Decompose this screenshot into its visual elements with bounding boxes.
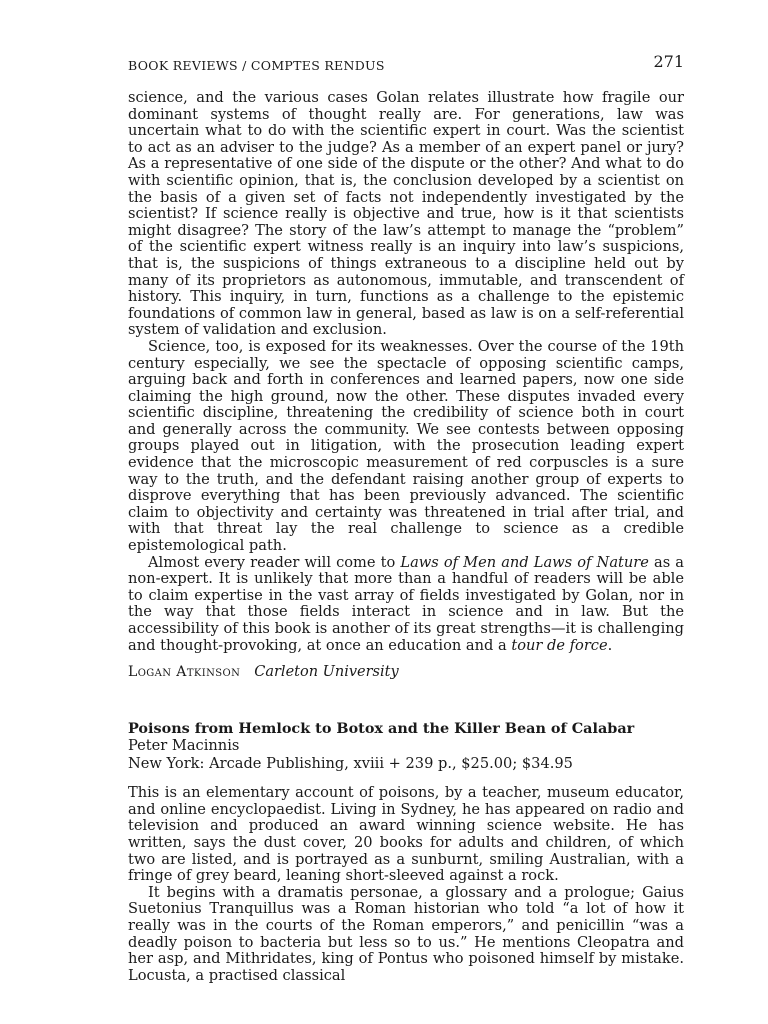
review-macinnis [128,785,684,984]
paragraph-text: . [607,636,613,654]
book-author: Peter Macinnis [128,737,240,755]
running-head [128,52,684,78]
review-paragraph [128,555,684,655]
journal-section-title: BOOK REVIEWS / COMPTES RENDUS [128,58,385,73]
review-paragraph: science, and the various cases Golan relates illustrate how fragile our dominant systems of thought really are. For generations, law was uncertain what to do with the scientific expert in court. Was the scientist to act as an adviser to the judge? As a member of an expert panel or jury? As a representative of one side of the dispute or the other? And what to do with scientific opinion, that is, the conclusion developed by a scientist on the basis of a given set of facts not independently investigated by the scientist? If science really is objective and true, how is it that scientists might disagree? The story of the law’s attempt to manage the “problem” of the scientific expert witness really is an inquiry into law’s suspicions, that is, the suspicions of things extraneous to a discipline held out by many of its proprietors as autonomous, immutable, and transcendent of history. This inquiry, in turn, functions as a challenge to the epistemic foundations of common law in general, based as law is on a self-referential system of validation and exclusion. [128,89,684,339]
review-paragraph: This is an elementary account of poisons, by a teacher, museum educator, and online encyclopaedist. Living in Sydney, he has appeared on radio and television and produced an award winning science website. He has written, says the dust cover, 20 books for adults and children, of which two are listed, and is portrayed as a sunburnt, smiling Australian, with a fringe of grey beard, leaning short-sleeved against a rock. [128,784,684,885]
page-content [128,52,684,984]
review-paragraph: It begins with a dramatis personae, a glossary and a prologue; Gaius Suetonius Tranquillus was a Roman historian who told “a lot of how it really was in the courts of the Roman emperors,” and penicillin “was a deadly poison to bacteria but less so to us.” He mentions Cleopatra and her asp, and Mithridates, king of Pontus who poisoned himself by mistake. Locusta, a practised classical [128,883,684,984]
paragraph-text: as a non-expert. It is unlikely that more than a handful of readers will be able to claim expertise in the vast array of fields investigated by Golan, nor in the way that those fields interact in science and in law. But the accessibility of this book is another of its great strengths—it is challenging and thought-provoking, at once an education and a [128,553,684,654]
page-number: 271 [653,52,684,71]
book-title-reference: Laws of Men and Laws of Nature [400,553,649,571]
review-paragraph: Science, too, is exposed for its weaknesses. Over the course of the 19th century especially, we see the spectacle of opposing scientific camps, arguing back and forth in conferences and learned papers, now one side claiming the high ground, now the other. These disputes invaded every scientific discipline, threatening the credibility of science both in court and generally across the community. We see contests between opposing groups played out in litigation, with the prosecution leading expert evidence that the microscopic measurement of red corpuscles is a sure way to the truth, and the defendant raising another group of experts to disprove everything that has been previously advanced. The scientific claim to objectivity and certainty was threatened in trial after trial, and with that threat lay the real challenge to science as a credible epistemological path. [128,337,684,555]
paragraph-text: Almost every reader will come to [148,553,401,571]
reviewer-affiliation: Carleton University [254,664,399,681]
reviewer-name: Logan Atkinson [128,664,241,681]
book-title: Poisons from Hemlock to Botox and the Killer Bean of Calabar [128,720,635,738]
reviewer-signature [128,664,684,680]
italic-phrase: tour de force [511,636,608,654]
book-citation [128,720,684,773]
review-atkinson [128,90,684,680]
book-publication-details: New York: Arcade Publishing, xviii + 239 p., $25.00; $34.95 [128,755,573,773]
